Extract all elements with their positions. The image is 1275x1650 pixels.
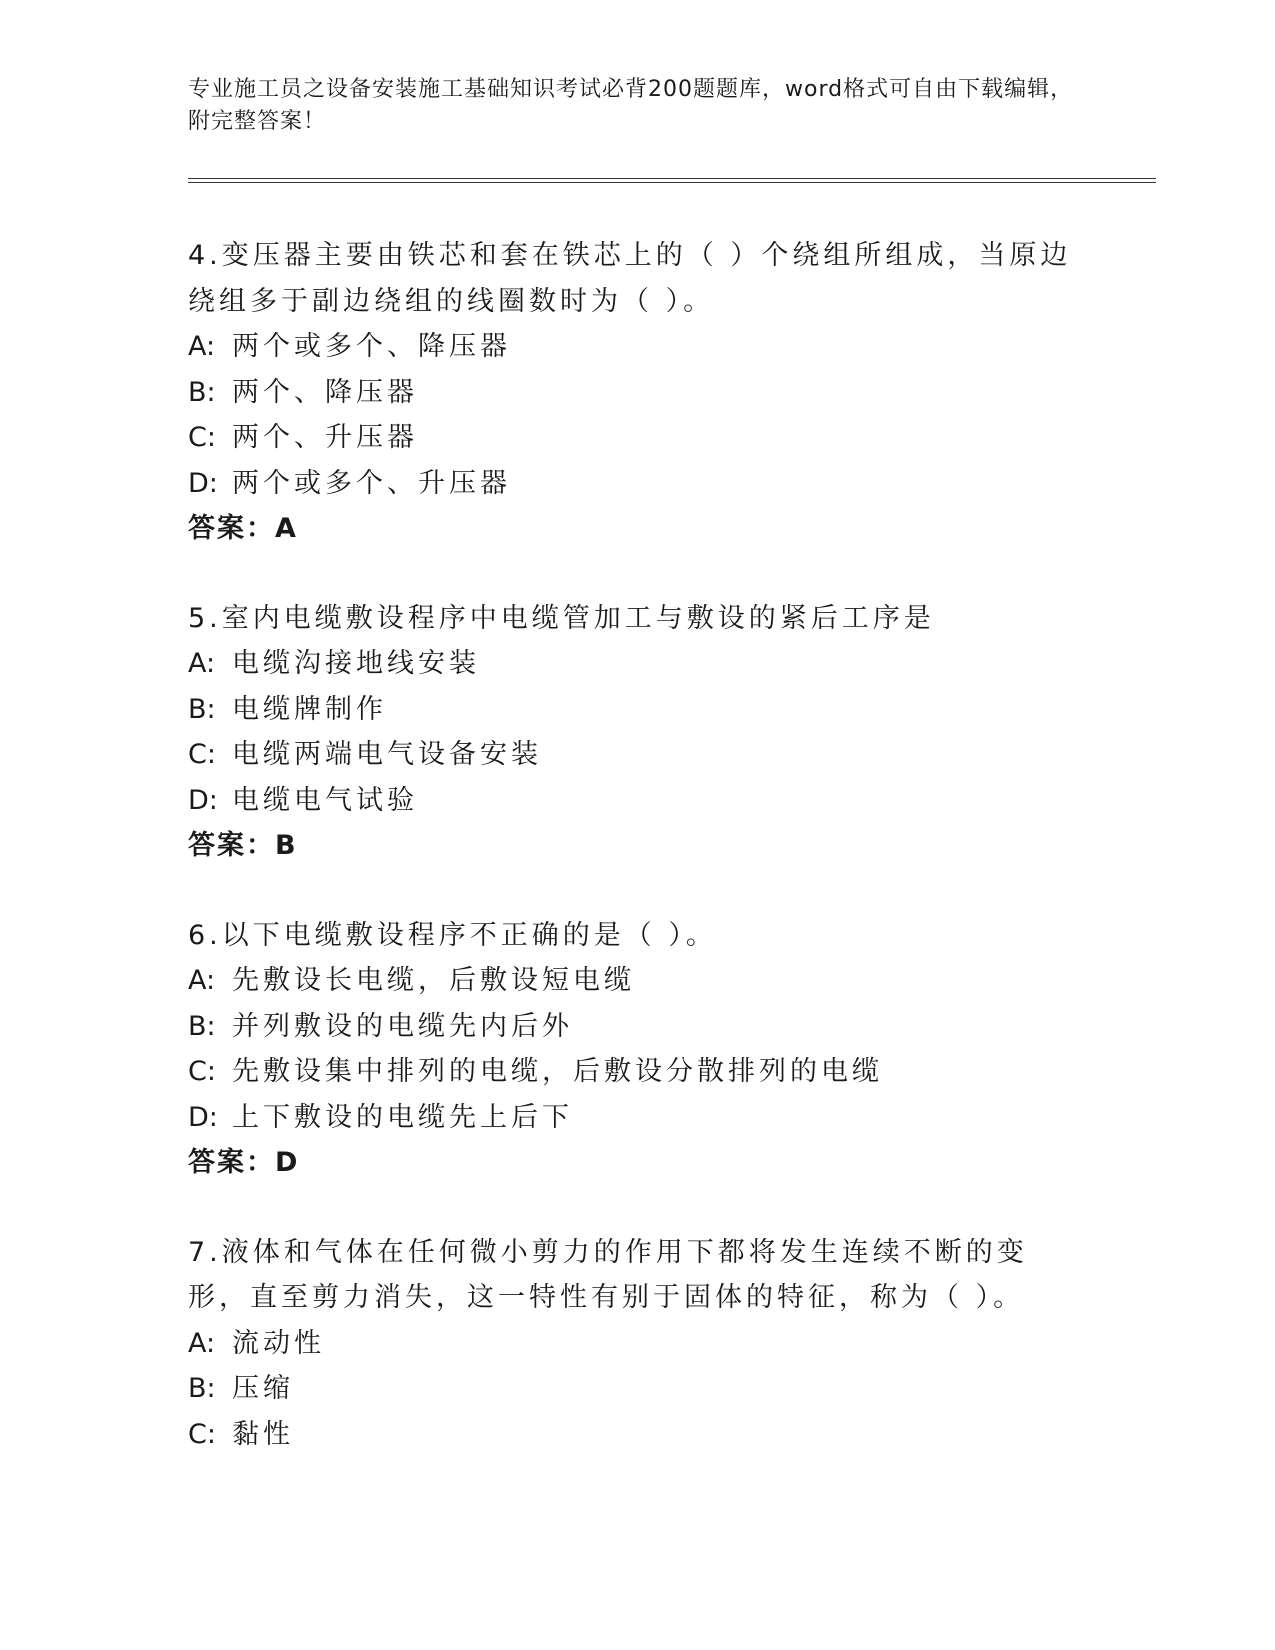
option-label: A:: [188, 331, 216, 362]
option-b: [188, 1004, 1088, 1050]
option-text: 先敷设集中排列的电缆，后敷设分散排列的电缆: [232, 1056, 883, 1087]
option-d: [188, 461, 1088, 507]
question-5: [188, 596, 1088, 869]
header-rule-bottom: [188, 182, 1156, 183]
header-rule-top: [188, 178, 1156, 179]
option-text: 两个或多个、升压器: [232, 467, 511, 499]
option-label: B:: [188, 376, 216, 408]
option-b: [188, 687, 1088, 733]
question-text: 5.室内电缆敷设程序中电缆管加工与敷设的紧后工序是: [188, 602, 935, 634]
question-4: [188, 233, 1088, 552]
question-text: 4.变压器主要由铁芯和套在铁芯上的（ ）个绕组所组成，当原边绕组多于副边绕组的线圈数时为（ ）。: [188, 240, 1072, 317]
option-text: 并列敷设的电缆先内后外: [232, 1010, 573, 1042]
option-label: C:: [188, 1418, 216, 1450]
option-label: C:: [188, 1056, 216, 1087]
option-text: 电缆沟接地线安装: [232, 648, 480, 679]
option-text: 电缆牌制作: [232, 693, 387, 725]
option-label: B:: [188, 693, 216, 725]
option-c: [188, 1049, 1088, 1095]
option-label: B:: [188, 1010, 216, 1042]
option-text: 电缆两端电气设备安装: [232, 739, 542, 770]
question-6: [188, 913, 1088, 1186]
option-c: [188, 732, 1088, 778]
document-title: 专业施工员之设备安装施工基础知识考试必背200题题库，word格式可自由下载编辑，附完整答案！: [188, 77, 1074, 134]
option-text: 流动性: [232, 1327, 325, 1359]
option-text: 两个或多个、降压器: [232, 331, 511, 362]
option-text: 两个、升压器: [232, 422, 418, 453]
answer: 答案：A: [188, 513, 298, 544]
option-b: [188, 1366, 1088, 1412]
question-text: 6.以下电缆敷设程序不正确的是（ ）。: [188, 919, 717, 951]
option-text: 先敷设长电缆，后敷设短电缆: [232, 965, 635, 996]
answer: 答案：B: [188, 830, 298, 861]
option-d: [188, 778, 1088, 824]
option-label: B:: [188, 1373, 216, 1404]
option-label: D:: [188, 784, 218, 816]
option-text: 压缩: [232, 1373, 294, 1404]
option-a: [188, 958, 1088, 1004]
option-d: [188, 1095, 1088, 1141]
option-a: [188, 641, 1088, 687]
option-label: A:: [188, 1327, 216, 1359]
question-text: 7.液体和气体在任何微小剪力的作用下都将发生连续不断的变形，直至剪力消失，这一特性有别于固体的特征，称为（ ）。: [188, 1236, 1028, 1313]
option-label: C:: [188, 739, 216, 770]
option-label: A:: [188, 965, 216, 996]
option-text: 两个、降压器: [232, 376, 418, 408]
option-text: 上下敷设的电缆先上后下: [232, 1101, 573, 1133]
option-b: [188, 370, 1088, 416]
option-c: [188, 1412, 1088, 1458]
answer: 答案：D: [188, 1147, 300, 1178]
option-a: [188, 324, 1088, 370]
option-text: 电缆电气试验: [232, 784, 418, 816]
option-label: C:: [188, 422, 216, 453]
option-label: D:: [188, 467, 218, 499]
option-label: D:: [188, 1101, 218, 1133]
option-a: [188, 1321, 1088, 1367]
option-text: 黏性: [232, 1418, 294, 1450]
option-label: A:: [188, 648, 216, 679]
question-7: [188, 1230, 1088, 1458]
option-c: [188, 415, 1088, 461]
document-header: [188, 74, 1088, 138]
question-list: [188, 233, 1088, 1501]
